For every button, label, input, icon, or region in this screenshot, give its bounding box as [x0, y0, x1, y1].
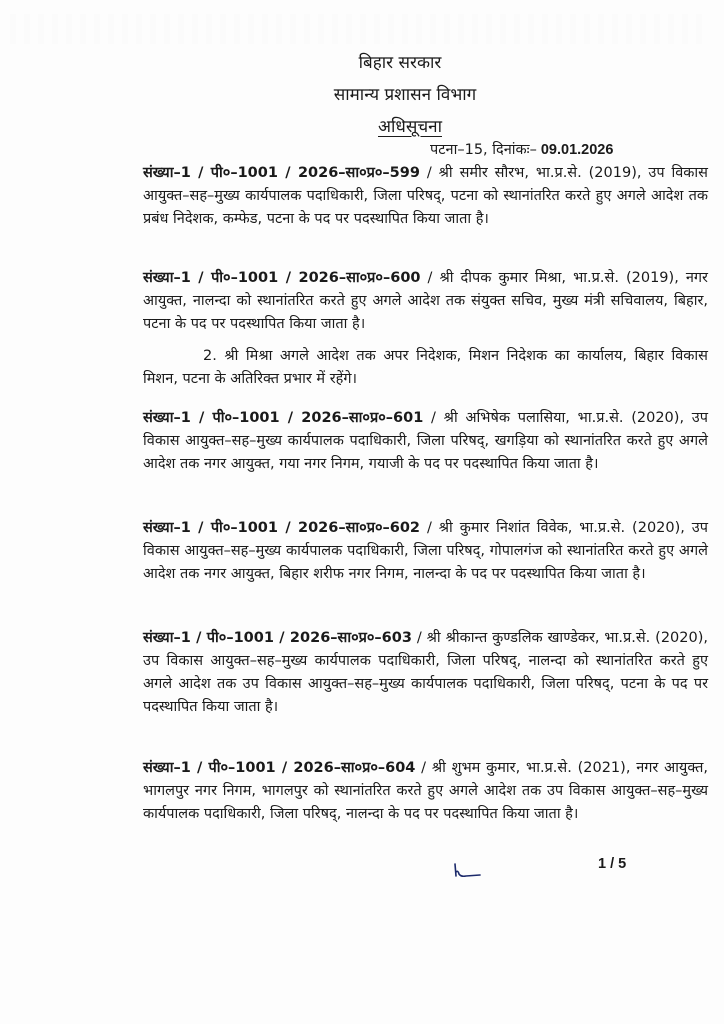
order-602: [143, 517, 708, 586]
order-reference: संख्या–1 / पी०–1001 / 2026–सा०प्र०–601: [143, 410, 424, 426]
order-reference: संख्या–1 / पी०–1001 / 2026–सा०प्र०–599: [143, 165, 420, 181]
order-604: [143, 757, 708, 826]
department-heading: सामान्य प्रशासन विभाग: [333, 85, 477, 105]
order-reference: संख्या–1 / पी०–1001 / 2026–सा०प्र०–603: [143, 630, 412, 646]
notice-title: अधिसूचना: [378, 117, 442, 137]
order-600: [143, 267, 708, 391]
order-text: / श्री श्रीकान्त कुण्डलिक खाण्डेकर, भा.प्र.से. (2020), उप विकास आयुक्त–सह–मुख्य कार्यपालक पदाधिकारी, जिला परिषद्, नालन्दा को स्थानांतरित करते हुए अगले आदेश तक उप विकास आयुक्त–सह–मुख्य कार्यपालक पदाधिकारी, जिला परिषद्, पटना के पद पर पदस्थापित किया जाता है।: [143, 630, 708, 715]
order-text: / श्री समीर सौरभ, भा.प्र.से. (2019), उप विकास आयुक्त–सह–मुख्य कार्यपालक पदाधिकारी, जिला परिषद्, पटना को स्थानांतरित करते हुए अगले आदेश तक प्रबंध निदेशक, कम्फेड, पटना के पद पर पदस्थापित किया जाता है।: [143, 165, 708, 227]
order-601: [143, 407, 708, 476]
order-text: / श्री कुमार निशांत विवेक, भा.प्र.से. (2020), उप विकास आयुक्त–सह–मुख्य कार्यपालक पदाधिकारी, जिला परिषद्, गोपालगंज को स्थानांतरित करते हुए अगले आदेश तक नगर आयुक्त, बिहार शरीफ नगर निगम, नालन्दा के पद पर पदस्थापित किया जाता है।: [143, 520, 708, 582]
order-text: / श्री शुभम कुमार, भा.प्र.से. (2021), नगर आयुक्त, भागलपुर नगर निगम, भागलपुर को स्थानांतरित करते हुए अगले आदेश तक उप विकास आयुक्त–सह–मुख्य कार्यपालक पदाधिकारी, जिला परिषद्, नालन्दा के पद पर पदस्थापित किया जाता है।: [143, 760, 708, 822]
order-reference: संख्या–1 / पी०–1001 / 2026–सा०प्र०–600: [143, 270, 421, 286]
order-text: / श्री अभिषेक पलासिया, भा.प्र.से. (2020), उप विकास आयुक्त–सह–मुख्य कार्यपालक पदाधिकारी, जिला परिषद्, खगड़िया को स्थानांतरित करते हुए अगले आदेश तक नगर आयुक्त, गया नगर निगम, गयाजी के पद पर पदस्थापित किया जाता है।: [143, 410, 708, 472]
order-reference: संख्या–1 / पी०–1001 / 2026–सा०प्र०–604: [143, 760, 416, 776]
notice-date: 09.01.2026: [540, 142, 614, 158]
place-label: पटना–15, दिनांकः–: [430, 142, 537, 158]
signature-mark-icon: [452, 862, 482, 880]
order-sub-paragraph: 2. श्री मिश्रा अगले आदेश तक अपर निदेशक, मिशन निदेशक का कार्यालय, बिहार विकास मिशन, पटना के अतिरिक्त प्रभार में रहेंगे।: [143, 348, 708, 387]
page-number: 1 / 5: [598, 856, 627, 872]
scan-artifact: [10, 14, 710, 44]
government-heading: बिहार सरकार: [358, 53, 442, 73]
order-reference: संख्या–1 / पी०–1001 / 2026–सा०प्र०–602: [143, 520, 421, 536]
order-text: / श्री दीपक कुमार मिश्रा, भा.प्र.से. (2019), नगर आयुक्त, नालन्दा को स्थानांतरित करते हुए अगले आदेश तक संयुक्त सचिव, मुख्य मंत्री सचिवालय, बिहार, पटना के पद पर पदस्थापित किया जाता है।: [143, 270, 708, 332]
place-date-line: [430, 139, 613, 159]
order-603: [143, 627, 708, 719]
order-599: [143, 162, 708, 231]
